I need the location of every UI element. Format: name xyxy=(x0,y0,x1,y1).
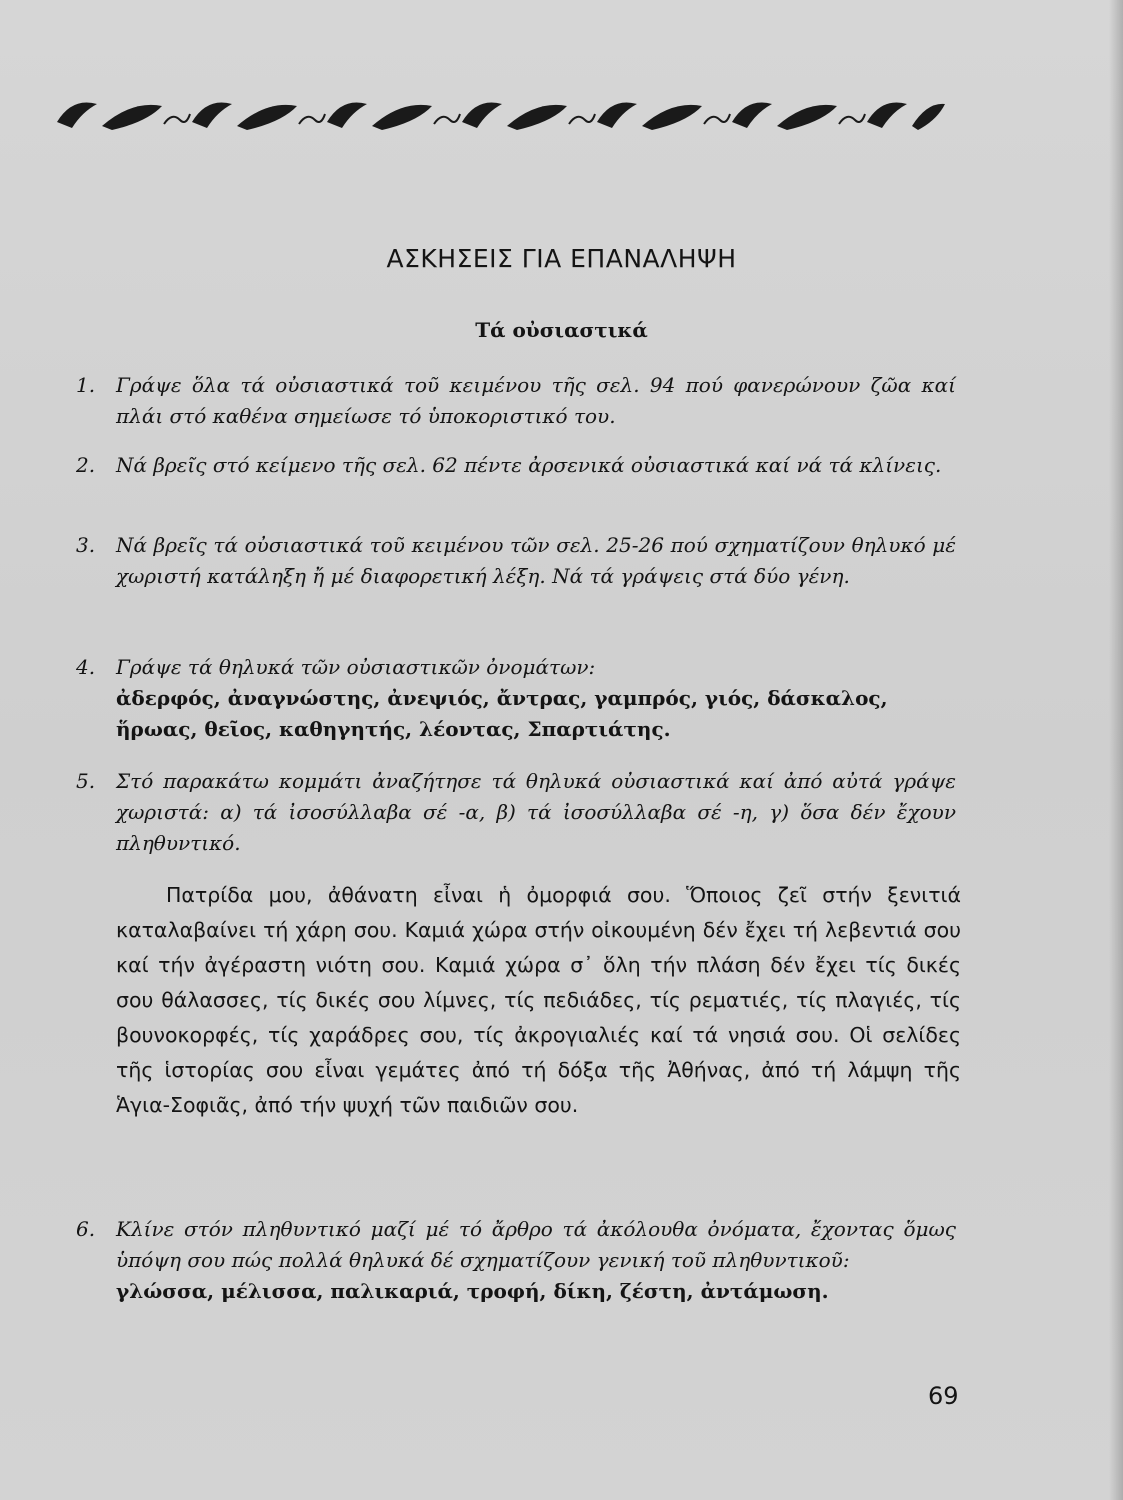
exercise-item xyxy=(76,652,956,745)
exercise-text: Κλίνε στόν πληθυντικό μαζί μέ τό ἄρθρο τά ἀκόλουθα ὀνόματα, ἔχοντας ὅμως ὑπόψη σου πώς πολλά θηλυκά δέ σχηματίζουν γενική τοῦ πληθυντικοῦ: xyxy=(116,1217,956,1272)
exercise-item xyxy=(76,766,956,859)
section-subtitle: Τά οὐσιαστικά xyxy=(475,318,648,342)
exercise-word-list: ἀδερφός, ἀναγνώστης, ἀνεψιός, ἄντρας, γαμπρός, γιός, δάσκαλος, ἥρωας, θεῖος, καθηγητής, λέοντας, Σπαρτιάτης. xyxy=(116,686,888,741)
exercise-item xyxy=(76,370,956,432)
exercise-item xyxy=(76,450,956,481)
exercise-text: Γράψε τά θηλυκά τῶν οὐσιαστικῶν ὀνομάτων: xyxy=(116,655,596,679)
exercise-number: 5. xyxy=(76,769,96,793)
exercise-number: 6. xyxy=(76,1217,96,1241)
exercise-text: Νά βρεῖς τά οὐσιαστικά τοῦ κειμένου τῶν σελ. 25-26 πού σχηματίζουν θηλυκό μέ χωριστή κατάληξη ἤ μέ διαφορετική λέξη. Νά τά γράψεις στά δύο γένη. xyxy=(116,533,956,588)
page-number: 69 xyxy=(928,1382,959,1410)
exercise-text: Νά βρεῖς στό κείμενο τῆς σελ. 62 πέντε ἀρσενικά οὐσιαστικά καί νά τά κλίνεις. xyxy=(116,453,942,477)
exercise-item xyxy=(76,1214,956,1307)
exercise-number: 2. xyxy=(76,453,96,477)
exercise-number: 1. xyxy=(76,373,96,397)
exercise-word-list: γλώσσα, μέλισσα, παλικαριά, τροφή, δίκη, ζέστη, ἀντάμωση. xyxy=(116,1279,829,1303)
reading-passage xyxy=(116,878,961,1123)
page-title: ΑΣΚΗΣΕΙΣ ΓΙΑ ΕΠΑΝΑΛΗΨΗ xyxy=(386,244,737,273)
decorative-leaf-border-icon xyxy=(52,92,947,134)
exercise-item xyxy=(76,530,956,592)
exercise-text: Στό παρακάτω κομμάτι ἀναζήτησε τά θηλυκά οὐσιαστικά καί ἀπό αὐτά γράψε χωριστά: α) τά ἰσοσύλλαβα σέ -α, β) τά ἰσοσύλλαβα σέ -η, γ) ὅσα δέν ἔχουν πληθυντικό. xyxy=(116,769,956,855)
exercise-text: Γράψε ὅλα τά οὐσιαστικά τοῦ κειμένου τῆς σελ. 94 πού φανερώνουν ζῶα καί πλάι στό καθένα σημείωσε τό ὑποκοριστικό του. xyxy=(116,373,956,428)
exercise-number: 4. xyxy=(76,655,96,679)
exercise-number: 3. xyxy=(76,533,96,557)
passage-text: Πατρίδα μου, ἀθάνατη εἶναι ἡ ὀμορφιά σου. Ὅποιος ζεῖ στήν ξενιτιά καταλαβαίνει τή χάρη σου. Καμιά χώρα στήν οἰκουμένη δέν ἔχει τή λεβεντιά σου καί τήν ἀγέραστη νιότη σου. Καμιά χώρα σ᾽ ὅλη τήν πλάση δέν ἔχει τίς δικές σου θάλασσες, τίς δικές σου λίμνες, τίς πεδιάδες, τίς ρεματιές, τίς πλαγιές, τίς βουνοκορφές, τίς χαράδρες σου, τίς ἀκρογιαλιές καί τά νησιά σου. Οἱ σελίδες τῆς ἱστορίας σου εἶναι γεμάτες ἀπό τή δόξα τῆς Ἀθήνας, ἀπό τή λάμψη τῆς Ἁγια-Σοφιᾶς, ἀπό τήν ψυχή τῶν παιδιῶν σου. xyxy=(116,883,961,1117)
